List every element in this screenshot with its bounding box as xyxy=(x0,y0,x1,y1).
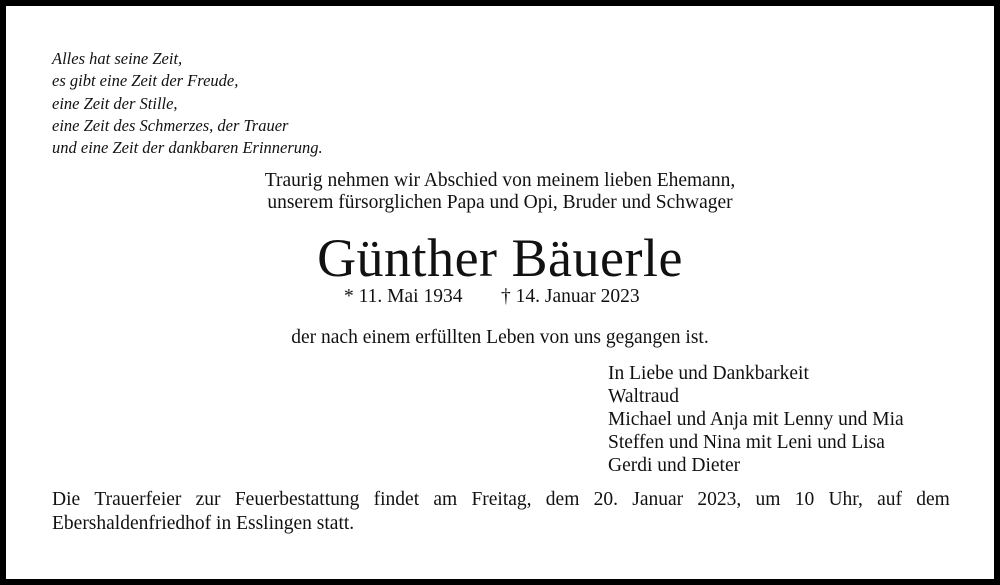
funeral-notice-line-1 xyxy=(52,488,950,512)
notice-word: Uhr, xyxy=(828,489,863,510)
death-date: † 14. Januar 2023 xyxy=(501,286,640,307)
signer-line: Waltraud xyxy=(608,386,679,408)
poem-line: und eine Zeit der dankbaren Erinnerung. xyxy=(52,138,323,158)
notice-word: Trauerfeier xyxy=(94,489,182,510)
intro-text xyxy=(0,170,1000,214)
birth-date: * 11. Mai 1934 xyxy=(344,286,463,307)
notice-word: dem xyxy=(916,489,950,510)
notice-word: Feuerbestattung xyxy=(234,489,360,510)
notice-word: 20. xyxy=(593,489,618,510)
poem-line: Alles hat seine Zeit, xyxy=(52,49,183,68)
notice-word: um xyxy=(755,489,781,510)
signer-line: Gerdi und Dieter xyxy=(608,455,741,477)
funeral-notice-line-2: Ebershaldenfriedhof in Esslingen statt. xyxy=(52,512,355,534)
notice-word: Die xyxy=(52,489,81,510)
intro-line: unserem fürsorglichen Papa und Opi, Bruder und Schwager xyxy=(267,192,733,213)
notice-word: dem xyxy=(545,489,580,510)
intro-line: Traurig nehmen wir Abschied von meinem lieben Ehemann, xyxy=(264,170,736,191)
closing-line: der nach einem erfüllten Leben von uns gegangen ist. xyxy=(291,327,709,348)
notice-word: 10 xyxy=(794,489,815,510)
funeral-notice xyxy=(52,488,950,535)
notice-word: am xyxy=(433,489,458,510)
notice-word: Januar xyxy=(632,489,684,510)
notice-word: auf xyxy=(877,489,903,510)
notice-word: zur xyxy=(195,489,221,510)
signer-line: Steffen und Nina mit Leni und Lisa xyxy=(608,432,885,454)
poem-line: eine Zeit der Stille, xyxy=(52,93,178,113)
poem-line: eine Zeit des Schmerzes, der Trauer xyxy=(52,115,289,135)
notice-word: findet xyxy=(373,489,420,510)
poem-line: es gibt eine Zeit der Freude, xyxy=(52,71,239,91)
poem xyxy=(52,48,323,159)
notice-word: Freitag, xyxy=(471,489,532,510)
notice-word: 2023, xyxy=(697,489,742,510)
signer-line: Michael und Anja mit Lenny und Mia xyxy=(608,409,904,431)
signers xyxy=(608,362,904,477)
signer-line: In Liebe und Dankbarkeit xyxy=(608,363,809,384)
deceased-name: Günther Bäuerle xyxy=(317,228,683,288)
